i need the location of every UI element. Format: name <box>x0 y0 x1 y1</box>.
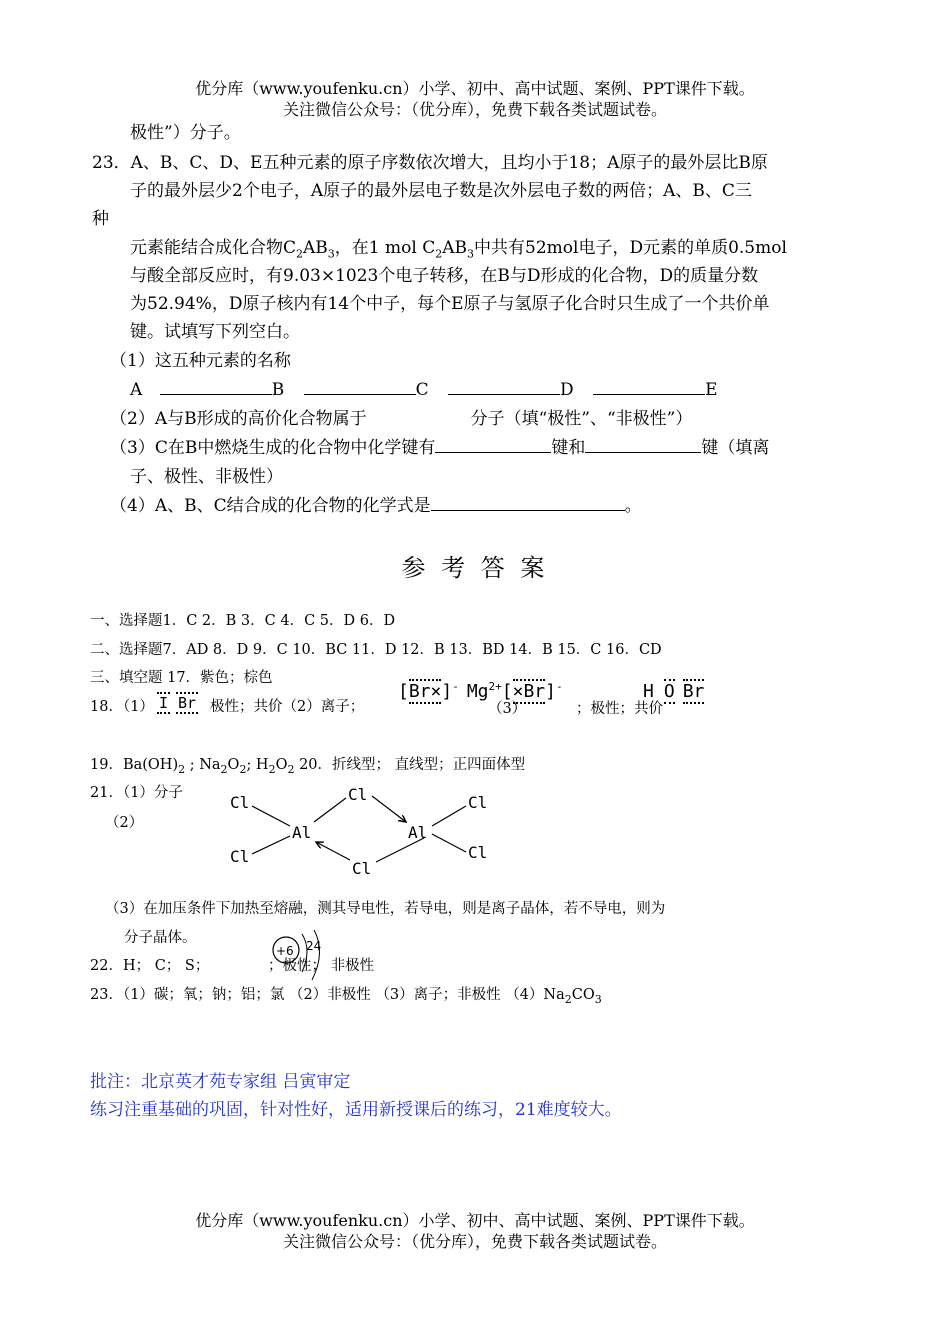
bracket-left-2: [ <box>501 681 513 702</box>
bracket-left: [ <box>398 681 409 702</box>
answer-19-a: 19．Ba(OH) <box>90 757 179 773</box>
q23-part-3-a: （3）C在B中燃烧生成的化合物中化学键有 <box>110 438 436 458</box>
bond-4 <box>376 838 424 862</box>
q23-part-1-label: （1）这五种元素的名称 <box>110 351 291 371</box>
q23-line-4-b: AB <box>303 238 328 258</box>
sub-2b: 2 <box>435 247 443 261</box>
charge-minus-2: - <box>555 680 563 693</box>
sub-23-2: 3 <box>594 992 602 1006</box>
q23-part-3 <box>110 434 769 462</box>
q23-part-3-c: 键（填离 <box>701 438 770 458</box>
bond-arrow-1 <box>372 796 406 822</box>
q23-line-6: 为52.94%，D原子核内有14个中子，每个E原子与氢原子化合时只生成了一个共价单 <box>130 294 770 314</box>
blank-b[interactable] <box>304 377 416 395</box>
bond-arrow-2 <box>316 842 350 860</box>
bracket-right-2: ] <box>545 681 556 702</box>
cl-5: Cl <box>468 793 488 812</box>
answer-21-d: 分子晶体。 <box>124 930 197 946</box>
footer-line-1: 优分库（www.youfenku.cn）小学、初中、高中试题、案例、PPT课件下载。 <box>195 1211 755 1230</box>
q23-line-7: 键。试填写下列空白。 <box>130 322 300 342</box>
answer-18-d: ；极性；共价 <box>576 701 663 717</box>
q23-part-3-d: 子、极性、非极性） <box>130 467 283 487</box>
q23-part-3-b: 键和 <box>551 438 586 458</box>
q23-part-1-blanks <box>130 376 717 404</box>
al-2: Al <box>408 823 428 842</box>
cl-6: Cl <box>468 843 488 862</box>
lewis-hobr <box>643 681 704 702</box>
answer-19-e: 20．折线型； 直线型；正四面体型 <box>294 757 526 773</box>
answer-19-c: O <box>227 757 240 773</box>
answer-19-c2: O <box>275 757 288 773</box>
answer-22-b: ；极性； 非极性 <box>268 958 375 974</box>
sub-2: 2 <box>296 247 304 261</box>
q23-line-4-c: ，在1 mol C <box>334 238 436 258</box>
sub-19-1: 2 <box>178 762 186 776</box>
answer-3: 三、填空题 17．紫色；棕色 <box>90 670 273 686</box>
nucleus-charge: +6 <box>276 944 294 958</box>
answer-19-d: ; H <box>246 757 269 773</box>
sub-19-3: 2 <box>239 762 247 776</box>
answers-title: 参 考 答 案 <box>401 554 549 582</box>
label-d: D <box>560 380 574 400</box>
answer-21-b: （2） <box>105 815 144 831</box>
blank-part-3-2[interactable] <box>585 435 701 453</box>
answer-21-c: （3）在加压条件下加热至熔融，测其导电性，若导电，则是离子晶体，若不导电，则为 <box>105 901 666 917</box>
blank-a[interactable] <box>160 377 272 395</box>
answer-23-b: CO <box>571 987 595 1003</box>
q23-part-2 <box>110 405 692 433</box>
q23-part-2-a: （2）A与B形成的高价化合物属于 <box>110 409 367 429</box>
header-line-1: 优分库（www.youfenku.cn）小学、初中、高中试题、案例、PPT课件下载。 <box>195 79 755 98</box>
sub-3: 3 <box>327 247 335 261</box>
answer-19-b: ; Na <box>185 757 221 773</box>
lewis-br: Br <box>178 694 197 712</box>
blank-c[interactable] <box>448 377 560 395</box>
bond-2 <box>252 836 290 854</box>
sub-19-5: 2 <box>287 762 295 776</box>
answer-19 <box>90 754 525 781</box>
label-b: B <box>271 380 285 400</box>
bracket-right: ] <box>441 681 453 702</box>
q23-line-1: 23．A、B、C、D、E五种元素的原子序数依次增大，且均小于18；A原子的最外层比B原 <box>92 153 768 173</box>
q23-part-2-b: 分子（填“极性”、“非极性”） <box>470 409 693 429</box>
bond-5 <box>432 806 466 826</box>
header-line-2: 关注微信公众号：（优分库），免费下载各类试题试卷。 <box>282 100 667 119</box>
charge-mg: 2+ <box>488 680 502 693</box>
label-a: A <box>130 380 143 400</box>
label-e: E <box>705 380 718 400</box>
answer-23-a: 23．（1）碳；氧；钠；铝；氯 （2）非极性 （3）离子；非极性 （4）Na <box>90 987 565 1003</box>
q23-part-4-a: （4）A、B、C结合成的化合物的化学式是 <box>110 496 431 516</box>
q23-line-2: 子的最外层少2个电子，A原子的最外层电子数是次外层电子数的两倍；A、B、C三 <box>130 181 752 201</box>
footer-line-2: 关注微信公众号：（优分库），免费下载各类试题试卷。 <box>282 1232 667 1251</box>
lewis-br-3: Br <box>682 681 705 702</box>
q23-line-5: 与酸全部反应时，有9.03×1023个电子转移，在B与D形成的化合物，D的质量分数 <box>130 266 759 286</box>
q23-line-4-b2: AB <box>442 238 468 258</box>
answer-18-a: 18．（1） <box>90 699 154 715</box>
sub-19-4: 2 <box>268 762 276 776</box>
al-1: Al <box>292 823 312 842</box>
answer-1: 一、选择题1．C 2．B 3．C 4．C 5．D 6．D <box>90 613 396 629</box>
answer-18-b: 极性；共价（2）离子； <box>210 699 365 715</box>
sub-23-1: 2 <box>564 992 572 1006</box>
electron-digits: 24 <box>306 939 322 953</box>
lewis-o: O <box>663 681 675 702</box>
cl-3: Cl <box>348 785 368 804</box>
sub-3b: 3 <box>467 247 475 261</box>
blank-d[interactable] <box>593 377 705 395</box>
q23-part-4 <box>110 492 642 520</box>
cl-2: Cl <box>230 847 250 866</box>
blank-part-4[interactable] <box>431 493 625 511</box>
q23-line-3: 种 <box>92 209 109 229</box>
answer-18-c: （3） <box>488 701 527 717</box>
sub-19-2: 2 <box>220 762 228 776</box>
cl-4: Cl <box>352 859 372 878</box>
answer-23 <box>90 984 602 1011</box>
answer-2: 二、选择题7．AD 8．D 9．C 10．BC 11．D 12．B 13．BD 14．B 15．C 16．CD <box>90 642 662 658</box>
q23-line-4-d: 中共有52mol电子，D元素的单质0.5mol <box>474 238 787 258</box>
answer-22-a: 22．H； C； S； <box>90 958 210 974</box>
note-line-2: 练习注重基础的巩固，针对性好，适用新授课后的练习，21难度较大。 <box>90 1100 622 1120</box>
blank-part-3-1[interactable] <box>435 435 551 453</box>
lewis-mgbr2 <box>398 680 563 702</box>
lewis-mg: Mg <box>466 681 489 702</box>
bond-3 <box>314 798 346 822</box>
lewis-br-1: Br× <box>408 681 442 702</box>
label-c: C <box>415 380 429 400</box>
lewis-ibr <box>157 694 198 712</box>
q22-tail: 极性”）分子。 <box>130 123 241 143</box>
bond-6 <box>432 834 466 852</box>
lewis-br-2: ×Br <box>512 681 546 702</box>
q23-part-4-b: 。 <box>624 496 642 516</box>
q23-line-4-a: 元素能结合成化合物C <box>130 238 297 258</box>
note-line-1: 批注：北京英才苑专家组 吕寅审定 <box>90 1072 351 1092</box>
al2cl6-structure <box>220 780 520 880</box>
charge-minus-1: - <box>452 680 459 693</box>
lewis-i: I <box>159 694 169 712</box>
bond-1 <box>252 806 290 826</box>
answer-21-a: 21．（1）分子 <box>90 785 183 801</box>
cl-1: Cl <box>230 793 250 812</box>
lewis-h: H <box>643 681 654 702</box>
